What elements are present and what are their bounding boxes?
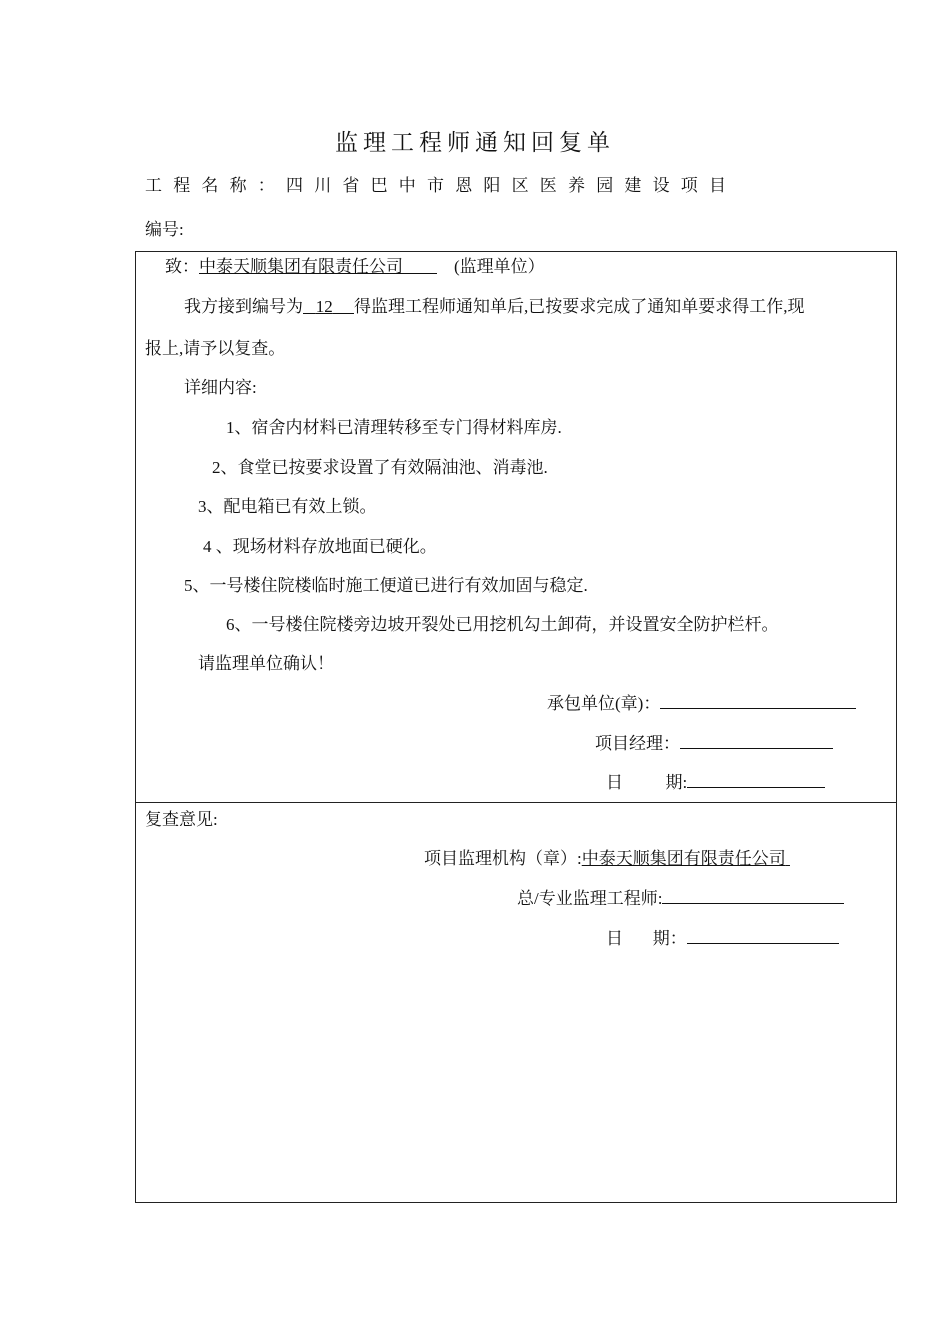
reply-paragraph-line-2: 报上,请予以复查。 [145,339,286,358]
document-number-label: 编号: [145,220,184,239]
detail-item-2: 2、食堂已按要求设置了有效隔油池、消毒池. [212,458,548,477]
project-manager-label: 项目经理： [595,734,680,753]
reply-paragraph-line-1 [184,297,805,317]
review-opinion-label: 复查意见: [145,810,218,829]
review-date-line [606,928,839,949]
contractor-unit-blank[interactable] [660,693,856,709]
notice-number: 12 [315,297,333,316]
review-date-label-2: 期： [652,929,687,948]
detail-item-1: 1、宿舍内材料已清理转移至专门得材料库房. [226,418,562,437]
addressee-company: 中泰天顺集团有限责任公司 [199,257,403,276]
supervision-org-label: 项目监理机构（章）: [424,849,582,868]
project-manager-line [595,733,833,754]
contractor-unit-line [547,693,856,714]
review-date-label-1: 日 [606,929,623,948]
addressee-prefix: 致： [165,257,199,276]
project-manager-blank[interactable] [680,733,833,749]
detail-item-3: 3、配电箱已有效上锁。 [198,497,377,516]
supervising-engineer-blank[interactable] [662,888,844,904]
project-name-line [145,171,737,196]
supervising-engineer-line [517,888,844,909]
detail-label: 详细内容: [184,378,257,397]
contractor-date-label-2: 期: [665,773,688,792]
reply-form-box [135,251,897,1203]
supervision-org-name: 中泰天顺集团有限责任公司 [581,849,786,868]
contractor-date-line [606,772,825,793]
detail-item-4: 4 、现场材料存放地面已硬化。 [203,537,437,556]
reply-text-part-1: 我方接到编号为 [184,297,303,316]
contractor-date-label-1: 日 [606,773,623,792]
section-divider [136,802,896,803]
project-name-value: 四川省巴中市恩阳区医养园建设项目 [286,176,738,195]
review-date-blank[interactable] [687,928,839,944]
detail-item-6: 6、一号楼住院楼旁边坡开裂处已用挖机勾土卸荷，并设置安全防护栏杆。 [226,615,779,634]
supervision-org-line [424,849,790,869]
page-title: 监理工程师通知回复单 [335,130,615,156]
project-name-label: 工程名称： [145,176,286,195]
contractor-unit-label: 承包单位(章)： [547,694,661,713]
reply-text-part-2: 得监理工程师通知单后,已按要求完成了通知单要求得工作,现 [354,297,805,316]
contractor-date-blank[interactable] [687,772,825,788]
supervising-engineer-label: 总/专业监理工程师: [517,889,663,908]
addressee-suffix: (监理单位） [454,257,545,276]
addressee-line [165,257,545,277]
confirm-request: 请监理单位确认！ [198,654,334,673]
detail-item-5: 5、一号楼住院楼临时施工便道已进行有效加固与稳定. [184,576,588,595]
